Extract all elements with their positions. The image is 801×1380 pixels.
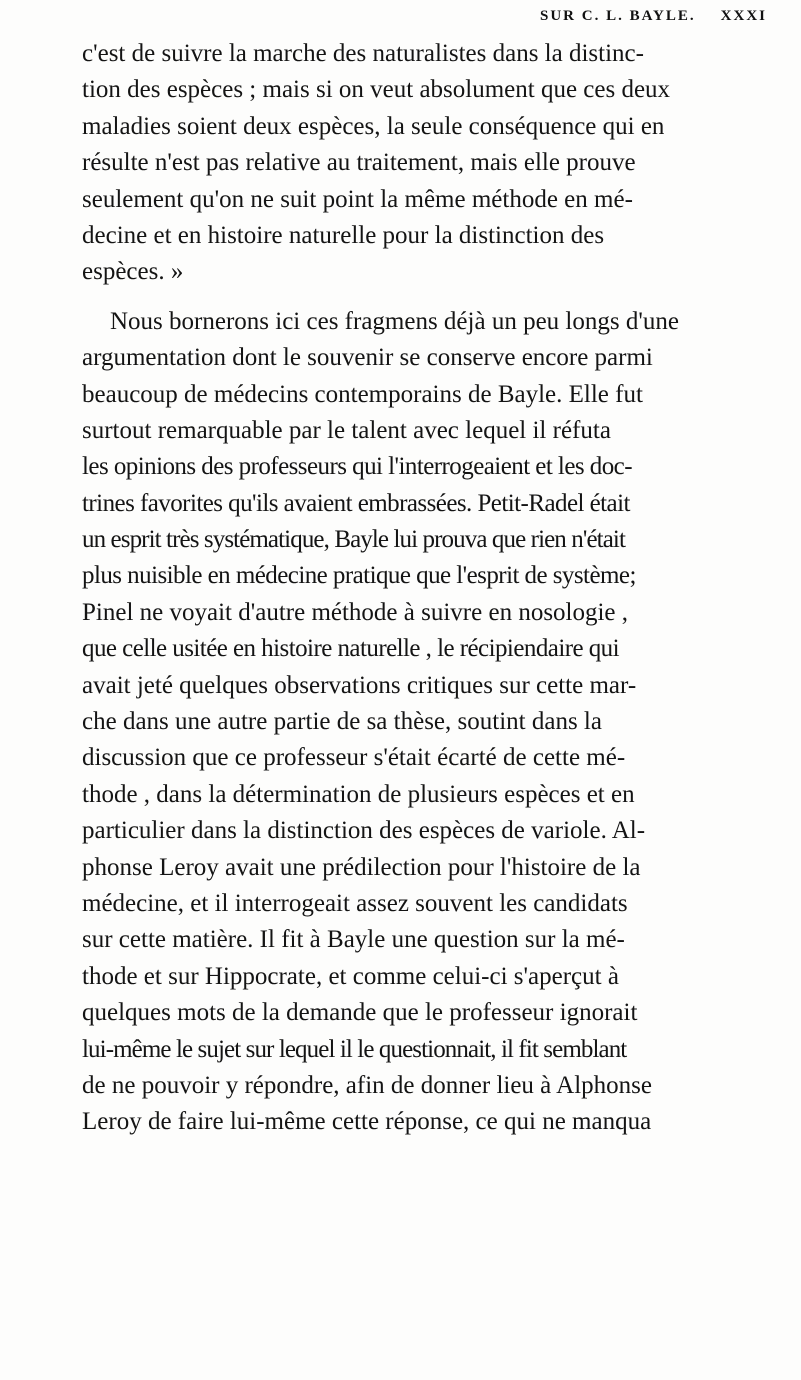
paragraph-1 xyxy=(82,36,772,291)
text-line: Leroy de faire lui-même cette réponse, ce qui ne manqua xyxy=(82,1108,652,1136)
text-line: seulement qu'on ne suit point la même méthode en mé- xyxy=(82,185,633,213)
text-line: espèces. » xyxy=(82,258,184,286)
text-line: médecine, et il interrogeait assez souvent les candidats xyxy=(82,889,628,917)
text-line: lui-même le sujet sur lequel il le questionnait, il fit semblant xyxy=(82,1035,627,1063)
text-line: les opinions des professeurs qui l'interrogeaient et les doc- xyxy=(82,453,632,481)
text-line: c'est de suivre la marche des naturalistes dans la distinc- xyxy=(82,40,644,67)
text-line: avait jeté quelques observations critiques sur cette mar- xyxy=(82,671,637,699)
text-line: Nous bornerons ici ces fragmens déjà un peu longs d'une xyxy=(110,307,679,335)
running-head xyxy=(0,2,801,28)
text-line: sur cette matière. Il fit à Bayle une question sur la mé- xyxy=(82,926,625,954)
text-line: surtout remarquable par le talent avec lequel il réfuta xyxy=(82,416,611,444)
text-line: de ne pouvoir y répondre, afin de donner lieu à Alphonse xyxy=(82,1071,652,1099)
page-number: XXXI xyxy=(720,8,767,24)
paragraph-2 xyxy=(82,304,772,1141)
text-line: particulier dans la distinction des espèces de variole. Al- xyxy=(82,817,646,845)
text-line: Pinel ne voyait d'autre méthode à suivre en nosologie , xyxy=(82,598,629,626)
text-line: che dans une autre partie de sa thèse, soutint dans la xyxy=(82,708,602,736)
text-line: tion des espèces ; mais si on veut absolument que ces deux xyxy=(82,76,671,104)
text-line: maladies soient deux espèces, la seule conséquence qui en xyxy=(82,112,665,140)
text-line: quelques mots de la demande que le professeur ignorait xyxy=(82,999,638,1027)
text-line: thode , dans la détermination de plusieurs espèces et en xyxy=(82,780,635,808)
text-line: que celle usitée en histoire naturelle , le récipiendaire qui xyxy=(82,635,620,663)
text-line: résulte n'est pas relative au traitement, mais elle prouve xyxy=(82,149,636,177)
body-text xyxy=(82,36,772,1141)
text-line: discussion que ce professeur s'était écarté de cette mé- xyxy=(82,744,626,772)
text-line: argumentation dont le souvenir se conserve encore parmi xyxy=(82,344,653,372)
text-line: beaucoup de médecins contemporains de Bayle. Elle fut xyxy=(82,380,643,408)
text-line: thode et sur Hippocrate, et comme celui-ci s'aperçut à xyxy=(82,962,619,990)
running-head-title: SUR C. L. BAYLE. xyxy=(540,8,696,24)
text-line: decine et en histoire naturelle pour la distinction des xyxy=(82,221,605,249)
text-line: plus nuisible en médecine pratique que l'esprit de système; xyxy=(82,562,636,590)
text-line: trines favorites qu'ils avaient embrassées. Petit-Radel était xyxy=(82,489,630,517)
text-line: phonse Leroy avait une prédilection pour l'histoire de la xyxy=(82,853,641,881)
text-line: un esprit très systématique, Bayle lui prouva que rien n'était xyxy=(82,526,625,554)
